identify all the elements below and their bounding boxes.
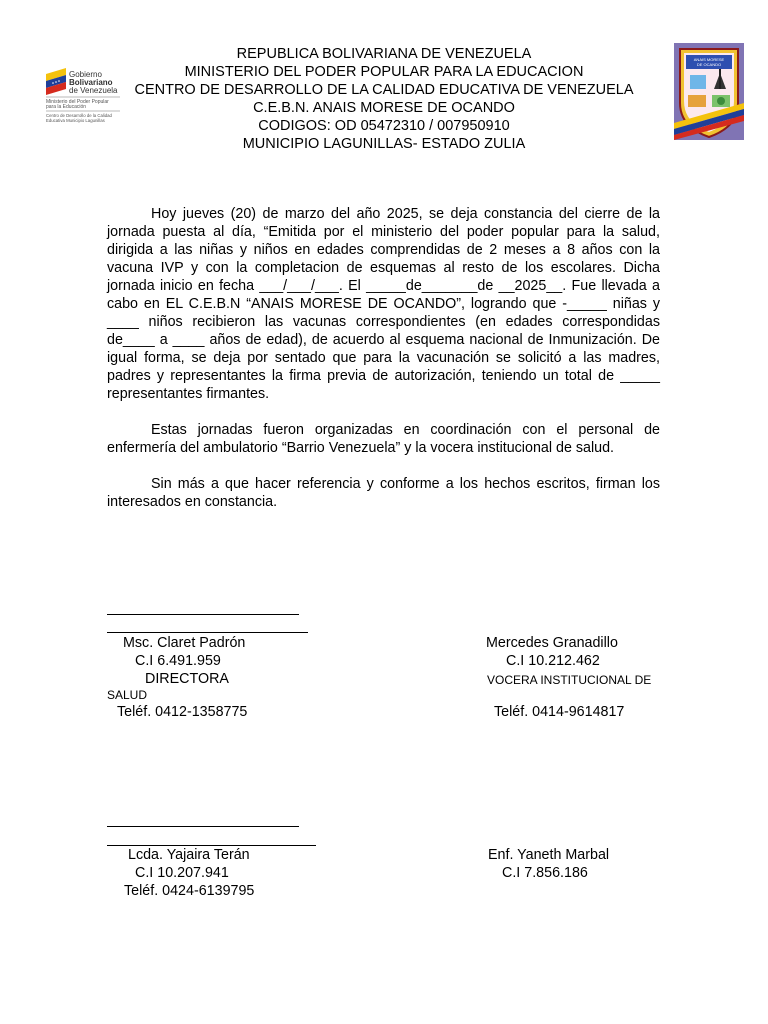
- signer-name-lcda: Lcda. Yajaira Terán: [128, 847, 250, 863]
- signer-name-vocera: Mercedes Granadillo: [486, 635, 618, 651]
- signer-phone-vocera: Teléf. 0414-9614817: [494, 704, 625, 720]
- svg-text:ANAIS MORESE: ANAIS MORESE: [693, 57, 725, 62]
- signer-ci-vocera: C.I 10.212.462: [506, 653, 600, 669]
- signer-role-vocera: VOCERA INSTITUCIONAL DE: [487, 673, 652, 687]
- signer-phone-lcda: Teléf. 0424-6139795: [124, 883, 255, 899]
- signer-phone-directora: Teléf. 0412-1358775: [117, 704, 248, 720]
- signature-line: [107, 826, 299, 827]
- signer-name-directora: Msc. Claret Padrón: [123, 635, 246, 651]
- svg-text:DE OCANDO: DE OCANDO: [696, 62, 722, 67]
- signer-role-vocera-continued: SALUD: [107, 688, 148, 702]
- svg-text:Educativa Municipio Lagunillas: Educativa Municipio Lagunillas: [46, 118, 105, 123]
- school-emblem-icon: [674, 43, 744, 140]
- body-paragraph-2: Estas jornadas fueron organizadas en coordinación con el personal de enfermería del ambulatorio “Barrio Venezuela” y la vocera institucional de salud.: [107, 422, 660, 456]
- header-line-country: REPUBLICA BOLIVARIANA DE VENEZUELA: [236, 46, 532, 62]
- signature-line: [107, 632, 308, 633]
- signer-ci-lcda: C.I 10.207.941: [135, 865, 229, 881]
- svg-text:Centro de Desarrollo de la Cal: Centro de Desarrollo de la Calidad: [46, 113, 112, 118]
- svg-text:para la Educación: para la Educación: [46, 104, 87, 110]
- svg-text:Ministerio del Poder Popular: Ministerio del Poder Popular: [46, 99, 109, 105]
- header-line-ministry: MINISTERIO DEL PODER POPULAR PARA LA EDUCACION: [184, 64, 584, 80]
- body-paragraph-1: Hoy jueves (20) de marzo del año 2025, se deja constancia del cierre de la jornada puesta al día, “Emitida por el ministerio del poder popular para la salud, dirigida a las niñas y niños en edades comprendidas de 2 meses a 8 años con la vacuna IVP y con la completacion de esquemas al resto de los escolares. Dicha jornada inicio en fecha ___/___/___. El _____de_______de __2025__. Fue llevada a cabo en EL C.E.B.N “ANAIS MORESE DE OCANDO”, logrando que -_____ niñas y ____ niños recibieron las vacunas correspondientes (en edades correspondidas de____ a ____ años de edad), de acuerdo al esquema nacional de Inmunización. De igual forma, se deja por sentado que para la vacunación se solicitó a las madres, padres y representantes la firma previa de autorización, teniendo un total de _____ representantes firmantes.: [107, 206, 660, 402]
- svg-text:de Venezuela: de Venezuela: [69, 86, 118, 95]
- header-line-codes: CODIGOS: OD 05472310 / 007950910: [258, 118, 510, 134]
- signer-role-directora: DIRECTORA: [145, 671, 229, 687]
- header-line-municipality: MUNICIPIO LAGUNILLAS- ESTADO ZULIA: [242, 136, 526, 152]
- signer-name-enf: Enf. Yaneth Marbal: [488, 847, 610, 863]
- header-line-school: C.E.B.N. ANAIS MORESE DE OCANDO: [253, 100, 515, 116]
- signer-ci-enf: C.I 7.856.186: [502, 865, 588, 881]
- signer-ci-directora: C.I 6.491.959: [135, 653, 221, 669]
- svg-text:Bolivariano: Bolivariano: [69, 78, 113, 87]
- signature-line: [107, 614, 299, 615]
- body-paragraph-3: Sin más a que hacer referencia y conforme a los hechos escritos, firman los interesados en constancia.: [107, 476, 660, 510]
- svg-text:Gobierno: Gobierno: [69, 70, 102, 79]
- document-body: [107, 205, 660, 529]
- document-header: [0, 45, 768, 153]
- header-line-center: CENTRO DE DESARROLLO DE LA CALIDAD EDUCATIVA DE VENEZUELA: [134, 82, 634, 98]
